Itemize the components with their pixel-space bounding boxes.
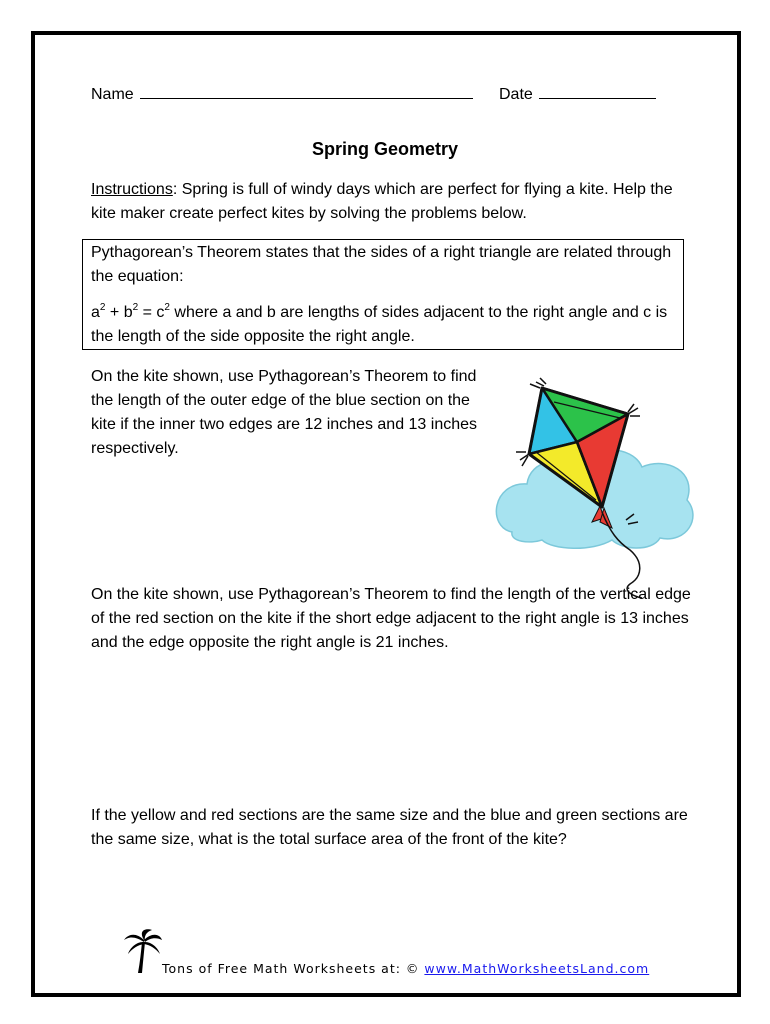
instructions-text: : Spring is full of windy days which are perfect for flying a kite. Help the kite maker create perfect kites by solving the problems below. <box>91 181 673 222</box>
eq-equals-c: = c <box>138 304 165 321</box>
question-2: On the kite shown, use Pythagorean’s Theorem to find the length of the vertical edge of the red section on the kite if the short edge adjacent to the right angle is 13 inches and the edge opposite the right angle is 21 inches. <box>91 586 691 651</box>
question-3: If the yellow and red sections are the same size and the blue and green sections are the same size, what is the total surface area of the front of the kite? <box>91 807 688 848</box>
eq-a: a <box>91 304 100 321</box>
name-field[interactable] <box>91 83 473 104</box>
question-1: On the kite shown, use Pythagorean’s Theorem to find the length of the outer edge of the blue section on the kite if the inner two edges are 12 inches and 13 inches respectively. <box>91 368 478 457</box>
name-line[interactable] <box>140 83 473 99</box>
worksheet-title: Spring Geometry <box>311 139 459 159</box>
footer-link[interactable]: www.MathWorksheetsLand.com <box>424 961 650 976</box>
date-line[interactable] <box>539 83 656 99</box>
date-label: Date <box>499 86 533 103</box>
theorem-equation <box>91 301 681 349</box>
palm-tree-icon <box>124 928 162 974</box>
eq-plus-b: + b <box>105 304 133 321</box>
instructions-label: Instructions <box>91 181 173 198</box>
date-field[interactable] <box>499 83 656 104</box>
eq-exp-c: 2 <box>164 302 170 313</box>
instructions <box>91 178 691 226</box>
eq-exp-a: 2 <box>99 302 106 313</box>
theorem-intro: Pythagorean’s Theorem states that the sides of a right triangle are related through the equation: <box>91 244 672 285</box>
eq-exp-b: 2 <box>132 302 139 313</box>
name-label: Name <box>91 86 134 103</box>
kite-with-cloud-icon <box>492 372 696 600</box>
eq-explanation: where a and b are lengths of sides adjacent to the right angle and c is the length of the side opposite the right angle. <box>91 304 668 345</box>
footer <box>162 961 649 976</box>
footer-text: Tons of Free Math Worksheets at: © <box>162 961 425 976</box>
